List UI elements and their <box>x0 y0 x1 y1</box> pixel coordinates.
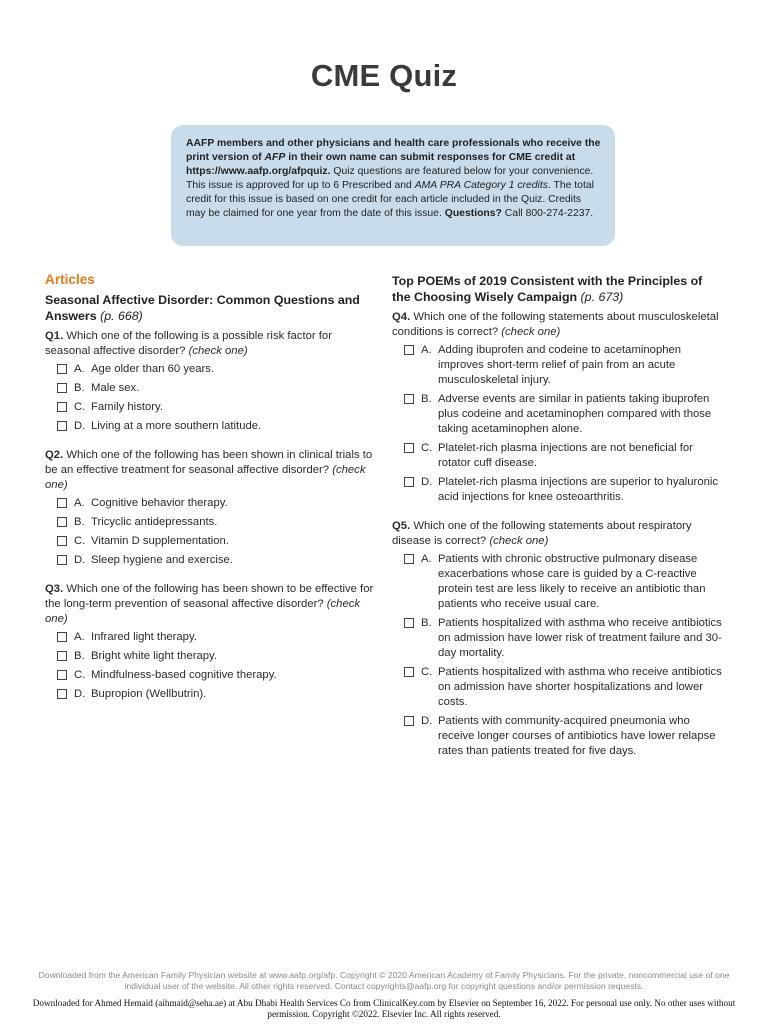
option-letter: B. <box>421 393 432 405</box>
option-q1-c[interactable] <box>57 400 375 415</box>
checkbox[interactable] <box>404 443 414 453</box>
option-q3-c[interactable] <box>57 668 375 683</box>
option-letter: D. <box>421 715 433 727</box>
question-number: Q5. <box>392 520 411 532</box>
option-letter: A. <box>74 631 85 643</box>
checkbox[interactable] <box>57 555 67 565</box>
option-letter: B. <box>74 382 85 394</box>
option-q4-c[interactable] <box>404 441 722 471</box>
intro-text-1: Quiz questions are featured below for your convenience. This issue is approved for up to 6 Prescribed and <box>186 165 594 191</box>
question-q2 <box>45 448 375 568</box>
checkbox[interactable] <box>404 394 414 404</box>
option-text: Patients with chronic obstructive pulmonary disease exacerbations whose care is guided by a C-reactive protein test are less likely to receive an antibiotic than patients who receive usual care. <box>438 553 706 610</box>
article-title-poems <box>392 273 722 305</box>
option-letter: C. <box>74 669 86 681</box>
check-one-note: (check one) <box>45 598 361 625</box>
option-letter: D. <box>421 476 433 488</box>
check-one-note: (check one) <box>45 464 366 491</box>
option-text: Living at a more southern latitude. <box>91 420 262 432</box>
question-number: Q3. <box>45 583 64 595</box>
option-letter: B. <box>74 650 85 662</box>
option-q4-a[interactable] <box>404 343 722 388</box>
intro-phone: Call 800-274-2237. <box>501 207 594 219</box>
question-text: Which one of the following has been shown to be effective for the long-term prevention of seasonal affective disorder? <box>45 583 374 610</box>
option-q2-d[interactable] <box>57 553 375 568</box>
option-letter: B. <box>421 617 432 629</box>
option-text: Bright white light therapy. <box>91 650 218 662</box>
article-page-ref: (p. 668) <box>100 309 143 323</box>
check-one-note: (check one) <box>489 535 549 547</box>
option-letter: C. <box>74 401 86 413</box>
option-text: Family history. <box>91 401 163 413</box>
checkbox[interactable] <box>404 667 414 677</box>
question-q4 <box>392 310 722 505</box>
checkbox[interactable] <box>57 670 67 680</box>
checkbox[interactable] <box>57 632 67 642</box>
question-q5 <box>392 519 722 759</box>
option-q2-c[interactable] <box>57 534 375 549</box>
option-text: Age older than 60 years. <box>91 363 215 375</box>
option-text: Patients hospitalized with asthma who receive antibiotics on admission have lower risk of treatment failure and 30-day mortality. <box>438 617 722 659</box>
question-number: Q2. <box>45 449 64 461</box>
option-letter: C. <box>421 442 433 454</box>
option-q3-d[interactable] <box>57 687 375 702</box>
checkbox[interactable] <box>404 618 414 628</box>
option-text: Vitamin D supplementation. <box>91 535 229 547</box>
checkbox[interactable] <box>57 498 67 508</box>
checkbox[interactable] <box>57 517 67 527</box>
option-letter: C. <box>74 535 86 547</box>
intro-bold-1: AAFP members and other physicians and health care professionals who receive the print version of <box>186 138 601 163</box>
option-q3-a[interactable] <box>57 630 375 645</box>
option-q1-d[interactable] <box>57 419 375 434</box>
intro-questions-label: Questions? <box>444 207 502 219</box>
left-column <box>45 272 375 716</box>
intro-bold-italic: AFP <box>264 151 286 163</box>
option-text: Cognitive behavior therapy. <box>91 497 228 509</box>
question-text: Which one of the following statements about musculoskeletal conditions is correct? <box>392 311 719 338</box>
option-letter: D. <box>74 420 86 432</box>
option-text: Patients hospitalized with asthma who receive antibiotics on admission have shorter hospitalizations and lower costs. <box>438 666 722 708</box>
option-text: Adding ibuprofen and codeine to acetaminophen improves short-term relief of pain from an acute musculoskeletal injury. <box>438 344 682 386</box>
checkbox[interactable] <box>404 477 414 487</box>
download-footer-elsevier: Downloaded for Ahmed Hemaid (aihmaid@seha.ae) at Abu Dhabi Health Services Co from ClinicalKey.com by Elsevier on September 16, 2022. For personal use only. No other uses without permission. Copyright ©2022. Elsevier Inc. All rights reserved. <box>32 998 736 1019</box>
article-page-ref: (p. 673) <box>580 290 624 304</box>
checkbox[interactable] <box>404 716 414 726</box>
option-letter: A. <box>421 344 432 356</box>
option-text: Patients with community-acquired pneumonia who receive longer courses of antibiotics have lower relapse rates than patients treated for five days. <box>438 715 716 757</box>
article-title-text: Seasonal Affective Disorder: Common Questions and Answers <box>45 293 360 323</box>
intro-box <box>171 125 615 246</box>
option-q4-b[interactable] <box>404 392 722 437</box>
option-q5-c[interactable] <box>404 665 722 710</box>
option-q1-b[interactable] <box>57 381 375 396</box>
option-q5-a[interactable] <box>404 552 722 612</box>
option-letter: A. <box>74 363 85 375</box>
intro-bold-2: in their own name can submit responses for CME credit at https://www.aafp.org/afpquiz. <box>186 151 576 177</box>
checkbox[interactable] <box>404 345 414 355</box>
intro-italic-credits: AMA PRA Category 1 credits <box>414 179 548 191</box>
option-letter: B. <box>74 516 85 528</box>
question-text: Which one of the following has been shown in clinical trials to be an effective treatment for seasonal affective disorder? <box>45 449 373 476</box>
option-q3-b[interactable] <box>57 649 375 664</box>
section-label: Articles <box>45 272 95 287</box>
check-one-note: (check one) <box>501 326 561 338</box>
checkbox[interactable] <box>57 421 67 431</box>
option-text: Bupropion (Wellbutrin). <box>91 688 207 700</box>
question-q1 <box>45 329 375 434</box>
option-q1-a[interactable] <box>57 362 375 377</box>
option-text: Mindfulness-based cognitive therapy. <box>91 669 277 681</box>
option-text: Platelet-rich plasma injections are not beneficial for rotator cuff disease. <box>438 442 693 469</box>
checkbox[interactable] <box>57 402 67 412</box>
option-letter: C. <box>421 666 433 678</box>
question-number: Q1. <box>45 330 64 342</box>
checkbox[interactable] <box>57 689 67 699</box>
checkbox[interactable] <box>404 554 414 564</box>
question-q3 <box>45 582 375 702</box>
checkbox[interactable] <box>57 364 67 374</box>
option-text: Platelet-rich plasma injections are superior to hyaluronic acid injections for knee osteoarthritis. <box>438 476 719 503</box>
check-one-note: (check one) <box>188 345 248 357</box>
checkbox[interactable] <box>57 536 67 546</box>
page-title: CME Quiz <box>310 58 458 93</box>
question-number: Q4. <box>392 311 411 323</box>
option-q5-d[interactable] <box>404 714 722 759</box>
checkbox[interactable] <box>57 651 67 661</box>
option-letter: A. <box>421 553 432 565</box>
option-q4-d[interactable] <box>404 475 722 505</box>
article-title-text: Top POEMs of 2019 Consistent with the Principles of the Choosing Wisely Campaign <box>392 274 703 304</box>
right-column <box>392 273 722 773</box>
option-text: Infrared light therapy. <box>91 631 197 643</box>
option-q5-b[interactable] <box>404 616 722 661</box>
copyright-footer-aafp: Downloaded from the American Family Physician website at www.aafp.org/afp. Copyright © 2020 American Academy of Family Physicians. For the private, noncommercial use of one individual user of the website. All other rights reserved. Contact copyrights@aafp.org for copyright questions and/or permission requests. <box>38 970 730 991</box>
option-letter: D. <box>74 688 86 700</box>
option-letter: A. <box>74 497 85 509</box>
question-text: Which one of the following statements about respiratory disease is correct? <box>392 520 692 547</box>
checkbox[interactable] <box>57 383 67 393</box>
option-text: Sleep hygiene and exercise. <box>91 554 233 566</box>
option-text: Tricyclic antidepressants. <box>91 516 218 528</box>
option-q2-a[interactable] <box>57 496 375 511</box>
option-text: Male sex. <box>91 382 140 394</box>
question-text: Which one of the following is a possible risk factor for seasonal affective disorder? <box>45 330 332 357</box>
option-text: Adverse events are similar in patients taking ibuprofen plus codeine and acetaminophen compared with those taking acetaminophen alone. <box>438 393 712 435</box>
option-q2-b[interactable] <box>57 515 375 530</box>
intro-text-2: . The total credit for this issue is based on one credit for each article included in the Quiz. Credits may be claimed for one year from the date of this issue. <box>186 179 594 219</box>
article-title-sad <box>45 292 375 324</box>
option-letter: D. <box>74 554 86 566</box>
